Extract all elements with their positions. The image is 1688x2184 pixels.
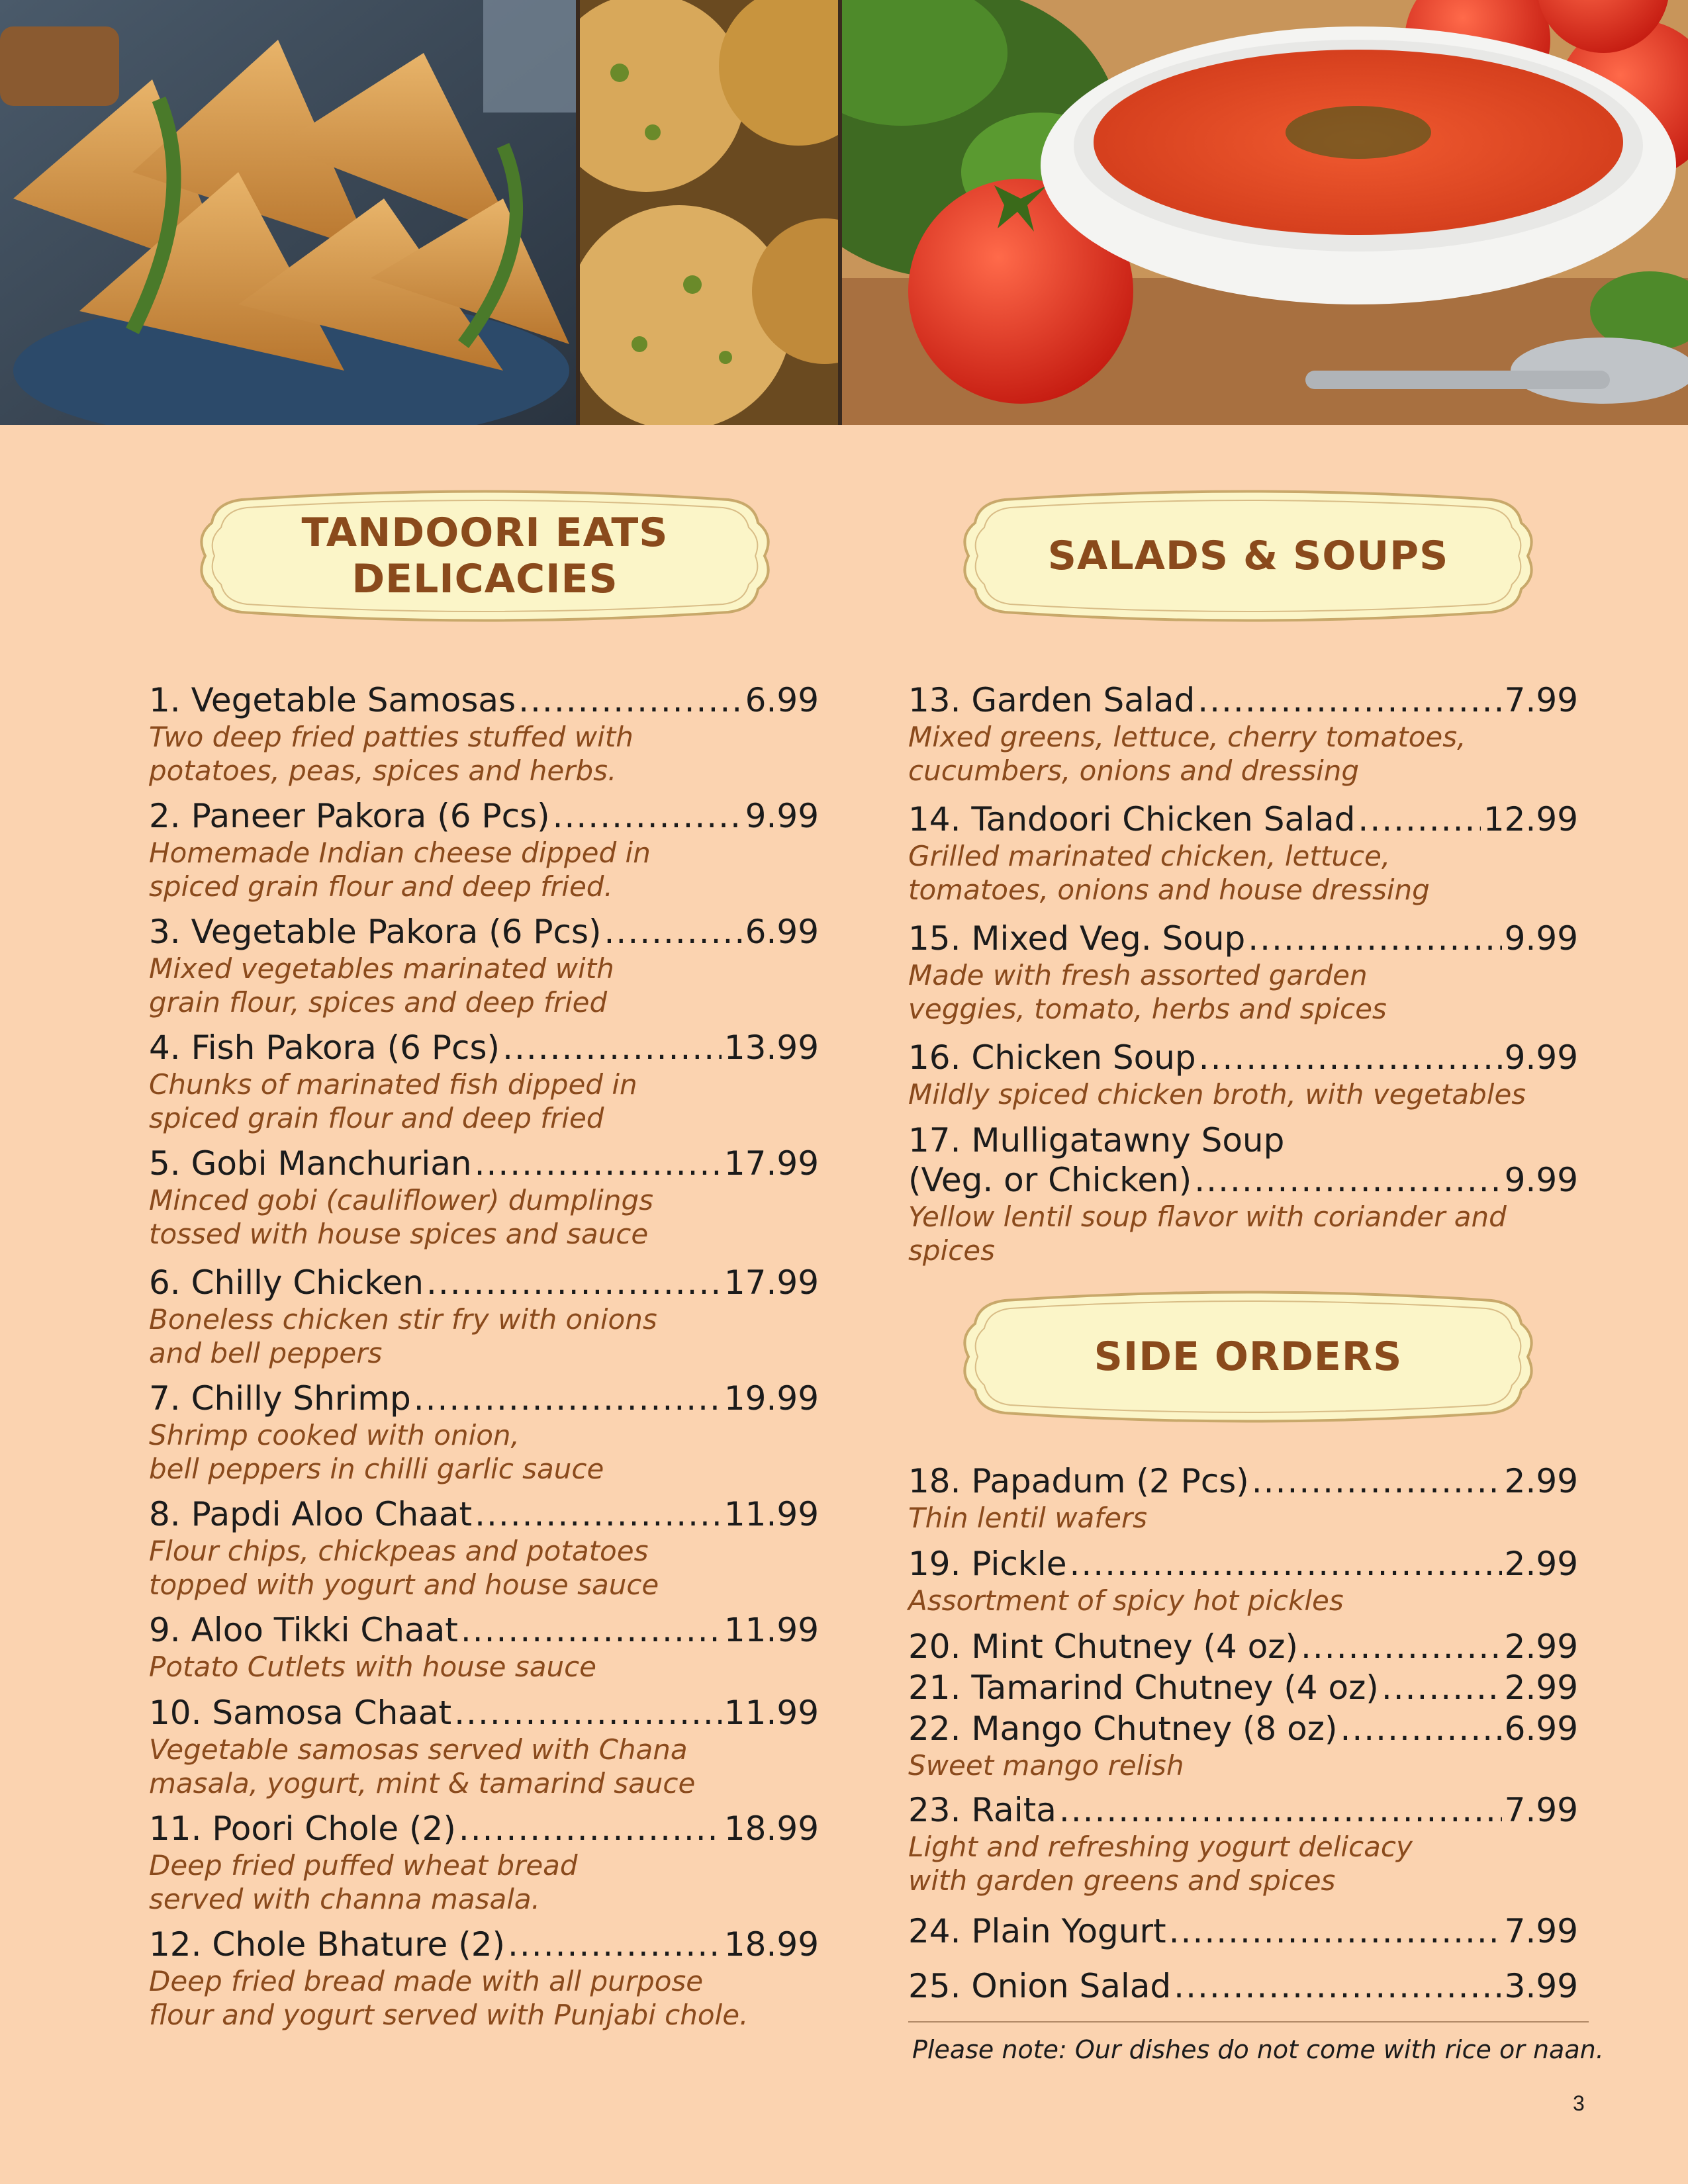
item-description: Minced gobi (cauliflower) dumplings tossed with house spices and sauce <box>149 1184 654 1250</box>
item-name: 10. Samosa Chaat <box>149 1694 452 1732</box>
item-price: 7.99 <box>1504 1912 1578 1950</box>
item-name: 8. Papdi Aloo Chaat <box>149 1495 473 1533</box>
item-price: 2.99 <box>1504 1627 1578 1666</box>
item-description: Assortment of spicy hot pickles <box>908 1584 1344 1617</box>
item-name: 14. Tandoori Chicken Salad <box>908 800 1356 839</box>
tandoori-menu <box>149 680 819 2044</box>
patties-photo <box>580 0 838 425</box>
menu-item <box>149 1925 819 2032</box>
item-description: Boneless chicken stir fry with onions and bell peppers <box>149 1303 657 1369</box>
rice-naan-note: Please note: Our dishes do not come with rice or naan. <box>912 2035 1604 2064</box>
menu-item <box>908 1790 1578 1897</box>
dot-leader <box>604 912 743 952</box>
item-price: 2.99 <box>1504 1668 1578 1707</box>
item-description: Vegetable samosas served with Chana masala, yogurt, mint & tamarind sauce <box>149 1733 696 1799</box>
footer-rule <box>908 2021 1589 2023</box>
menu-item <box>149 1809 819 1916</box>
item-price: 19.99 <box>724 1379 819 1418</box>
item-price: 2.99 <box>1504 1545 1578 1583</box>
menu-item <box>908 799 1578 907</box>
item-description: Deep fried puffed wheat bread served with channa masala. <box>149 1849 578 1915</box>
item-name: 21. Tamarind Chutney (4 oz) <box>908 1668 1379 1707</box>
salads-heading: SALADS & SOUPS <box>1047 533 1449 579</box>
item-name: 18. Papadum (2 Pcs) <box>908 1462 1249 1500</box>
item-price: 6.99 <box>1504 1709 1578 1748</box>
dot-leader <box>1199 1038 1502 1077</box>
menu-item <box>908 1038 1578 1111</box>
item-price: 13.99 <box>724 1028 819 1067</box>
item-name: 4. Fish Pakora (6 Pcs) <box>149 1028 500 1067</box>
dot-leader <box>1059 1790 1502 1830</box>
menu-item <box>149 680 819 788</box>
item-name: 6. Chilly Chicken <box>149 1263 424 1302</box>
dot-leader <box>1069 1544 1501 1584</box>
page-number: 3 <box>1573 2091 1585 2115</box>
salads-menu <box>908 680 1578 1267</box>
item-name: 1. Vegetable Samosas <box>149 681 516 719</box>
menu-item <box>908 1911 1578 1951</box>
menu-item <box>149 1379 819 1486</box>
dot-leader <box>553 796 743 836</box>
item-description: Chunks of marinated fish dipped in spiced grain flour and deep fried <box>149 1068 637 1134</box>
sides-heading-badge <box>959 1287 1538 1426</box>
item-name: 19. Pickle <box>908 1545 1067 1583</box>
item-price: 6.99 <box>745 913 819 951</box>
item-description: Shrimp cooked with onion, bell peppers in chilli garlic sauce <box>149 1419 604 1485</box>
menu-item <box>149 1610 819 1684</box>
item-description: Yellow lentil soup flavor with coriander and spices <box>908 1201 1507 1267</box>
dot-leader <box>475 1494 722 1534</box>
dot-leader <box>414 1379 722 1418</box>
dot-leader <box>459 1809 722 1848</box>
item-name: 16. Chicken Soup <box>908 1038 1196 1077</box>
item-description: Sweet mango relish <box>908 1749 1184 1782</box>
dot-leader <box>1252 1461 1502 1501</box>
item-price: 11.99 <box>724 1611 819 1649</box>
item-price: 11.99 <box>724 1495 819 1533</box>
dot-leader <box>518 680 743 720</box>
menu-item <box>908 1709 1578 1782</box>
menu-item <box>908 919 1578 1026</box>
item-name: 15. Mixed Veg. Soup <box>908 919 1246 958</box>
menu-item <box>908 1966 1578 2006</box>
item-description: Deep fried bread made with all purpose flour and yogurt served with Punjabi chole. <box>149 1965 749 2031</box>
salads-heading-badge <box>959 486 1538 625</box>
item-price: 2.99 <box>1504 1462 1578 1500</box>
item-price: 18.99 <box>724 1809 819 1848</box>
item-price: 18.99 <box>724 1925 819 1964</box>
dot-leader <box>1174 1966 1502 2006</box>
item-price: 17.99 <box>724 1263 819 1302</box>
dot-leader <box>1301 1627 1502 1666</box>
item-price: 11.99 <box>724 1694 819 1732</box>
dot-leader <box>1358 799 1480 839</box>
item-description: Flour chips, chickpeas and potatoes topped with yogurt and house sauce <box>149 1535 659 1601</box>
dot-leader <box>475 1144 722 1183</box>
item-price: 7.99 <box>1504 1791 1578 1829</box>
menu-item <box>149 1263 819 1370</box>
item-description: Homemade Indian cheese dipped in spiced grain flour and deep fried. <box>149 837 651 903</box>
item-price: 17.99 <box>724 1144 819 1183</box>
menu-item <box>149 1693 819 1800</box>
dot-leader <box>508 1925 722 1964</box>
item-description: Mildly spiced chicken broth, with vegetables <box>908 1078 1526 1111</box>
item-name: 9. Aloo Tikki Chaat <box>149 1611 458 1649</box>
item-price: 9.99 <box>1504 919 1578 958</box>
dot-leader <box>1340 1709 1502 1749</box>
samosas-photo <box>0 0 576 425</box>
item-description: Mixed greens, lettuce, cherry tomatoes, cucumbers, onions and dressing <box>908 721 1466 787</box>
tomato-soup-photo <box>842 0 1688 425</box>
item-name: 11. Poori Chole (2) <box>149 1809 456 1848</box>
dot-leader <box>454 1693 722 1733</box>
item-name: (Veg. or Chicken) <box>908 1161 1192 1199</box>
dot-leader <box>1248 919 1501 958</box>
dot-leader <box>1197 680 1501 720</box>
item-name: 25. Onion Salad <box>908 1967 1172 2005</box>
item-price: 7.99 <box>1504 681 1578 719</box>
item-description: Mixed vegetables marinated with grain flour, spices and deep fried <box>149 952 614 1019</box>
item-description: Made with fresh assorted garden veggies, tomato, herbs and spices <box>908 959 1387 1025</box>
item-name: 3. Vegetable Pakora (6 Pcs) <box>149 913 602 951</box>
photo-banner <box>0 0 1688 425</box>
dot-leader <box>1194 1160 1501 1200</box>
item-price: 3.99 <box>1504 1967 1578 2005</box>
item-description: Potato Cutlets with house sauce <box>149 1651 596 1683</box>
dot-leader <box>502 1028 722 1068</box>
menu-item <box>908 1544 1578 1617</box>
item-name: 24. Plain Yogurt <box>908 1912 1166 1950</box>
menu-item <box>908 1627 1578 1666</box>
dot-leader <box>426 1263 722 1302</box>
item-description: Grilled marinated chicken, lettuce, tomatoes, onions and house dressing <box>908 840 1430 906</box>
menu-item <box>149 1494 819 1602</box>
menu-item <box>908 1120 1578 1267</box>
item-name: 22. Mango Chutney (8 oz) <box>908 1709 1338 1748</box>
menu-item <box>149 1144 819 1251</box>
menu-item <box>908 1668 1578 1707</box>
item-name: 23. Raita <box>908 1791 1056 1829</box>
item-price: 6.99 <box>745 681 819 719</box>
item-price: 9.99 <box>1504 1038 1578 1077</box>
item-name: 12. Chole Bhature (2) <box>149 1925 506 1964</box>
item-description: Thin lentil wafers <box>908 1502 1148 1534</box>
tandoori-heading-badge <box>195 486 774 625</box>
tandoori-heading: TANDOORI EATS DELICACIES <box>301 510 669 602</box>
item-name: 20. Mint Chutney (4 oz) <box>908 1627 1299 1666</box>
dot-leader <box>461 1610 722 1650</box>
item-name: 17. Mulligatawny Soup <box>908 1121 1285 1160</box>
sides-heading: SIDE ORDERS <box>1094 1334 1403 1380</box>
menu-item <box>149 796 819 903</box>
item-price: 12.99 <box>1483 800 1578 839</box>
menu-item <box>908 680 1578 788</box>
menu-item <box>149 1028 819 1135</box>
item-name: 7. Chilly Shrimp <box>149 1379 411 1418</box>
item-name: 2. Paneer Pakora (6 Pcs) <box>149 797 550 835</box>
item-description: Light and refreshing yogurt delicacy with garden greens and spices <box>908 1831 1413 1897</box>
dot-leader <box>1169 1911 1502 1951</box>
menu-item <box>908 1461 1578 1535</box>
item-name: 13. Garden Salad <box>908 681 1196 719</box>
menu-item <box>149 912 819 1019</box>
item-price: 9.99 <box>1504 1161 1578 1199</box>
item-description: Two deep fried patties stuffed with potatoes, peas, spices and herbs. <box>149 721 633 787</box>
item-name: 5. Gobi Manchurian <box>149 1144 472 1183</box>
sides-menu <box>908 1461 1578 2030</box>
dot-leader <box>1382 1668 1502 1707</box>
item-price: 9.99 <box>745 797 819 835</box>
